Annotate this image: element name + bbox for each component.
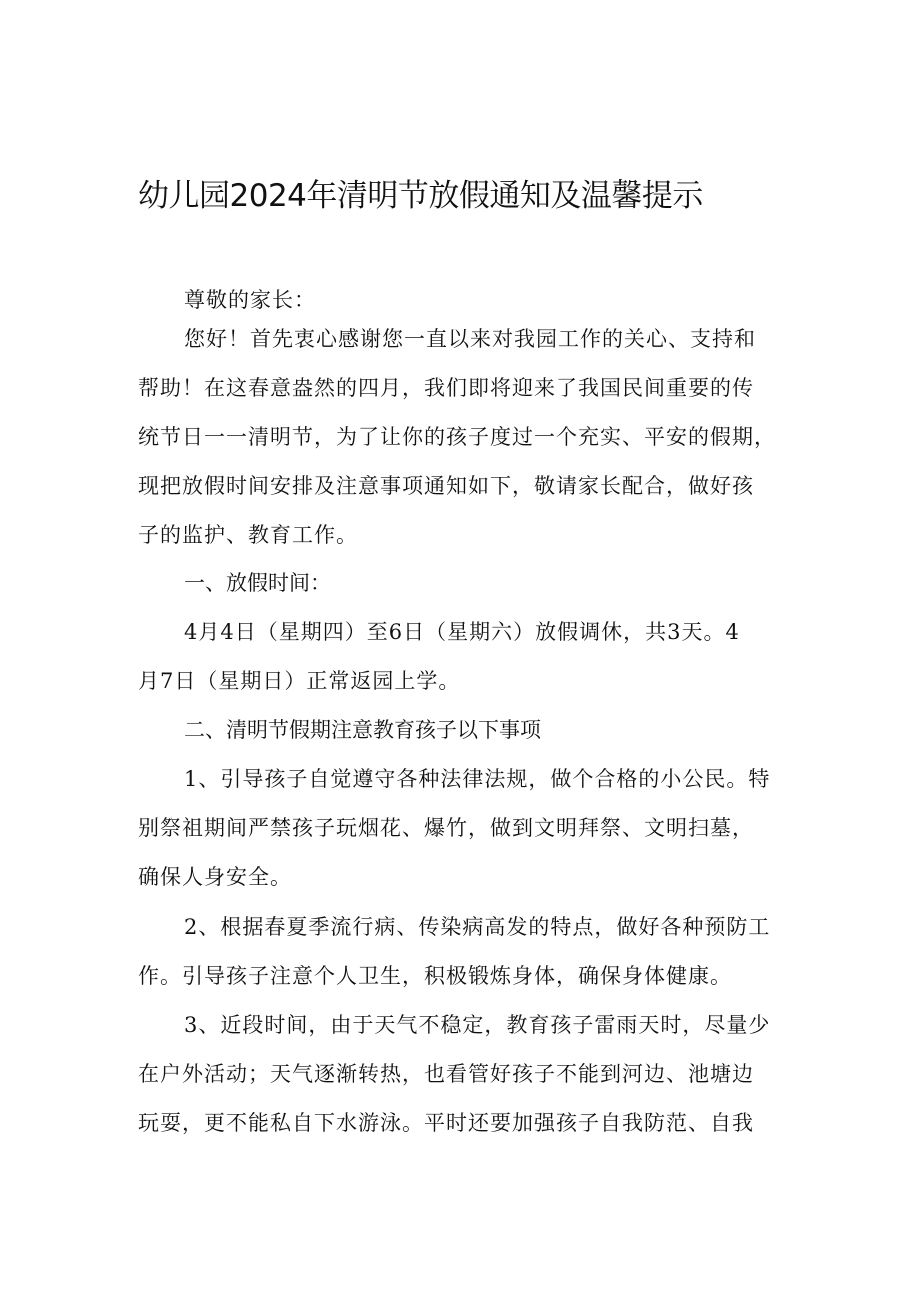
intro-line: 帮助！在这春意盎然的四月，我们即将迎来了我国民间重要的传	[138, 376, 754, 400]
document-title: 幼儿园2024年清明节放假通知及温馨提示	[138, 178, 703, 214]
item-2-paragraph	[138, 903, 793, 1001]
item-3-line: 玩耍，更不能私自下水游泳。平时还要加强孩子自我防范、自我	[138, 1111, 754, 1135]
item-2-line: 2、根据春夏季流行病、传染病高发的特点，做好各种预防工	[184, 915, 771, 939]
item-3-line: 3、近段时间，由于天气不稳定，教育孩子雷雨天时，尽量少	[184, 1013, 771, 1037]
section1-line: 4月4日（星期四）至6日（星期六）放假调休，共3天。4	[184, 620, 740, 644]
intro-line: 子的监护、教育工作。	[138, 523, 358, 547]
item-1-line: 1、引导孩子自觉遵守各种法律法规，做个合格的小公民。特	[184, 767, 771, 791]
item-1-line: 别祭祖期间严禁孩子玩烟花、爆竹，做到文明拜祭、文明扫墓，	[138, 816, 754, 840]
item-1-paragraph	[138, 755, 793, 902]
section-heading-holiday-time: 一、放假时间：	[184, 571, 331, 595]
intro-paragraph	[138, 315, 793, 560]
section-heading-precautions: 二、清明节假期注意教育孩子以下事项	[184, 718, 541, 742]
intro-line: 您好！首先衷心感谢您一直以来对我园工作的关心、支持和	[184, 327, 756, 351]
section1-line: 月7日（星期日）正常返园上学。	[138, 669, 461, 693]
item-1-line: 确保人身安全。	[138, 865, 292, 889]
salutation-text: 尊敬的家长：	[184, 288, 316, 312]
intro-line: 现把放假时间安排及注意事项通知如下，敬请家长配合，做好孩	[138, 474, 754, 498]
section1-paragraph	[138, 608, 793, 706]
item-3-paragraph	[138, 1001, 793, 1148]
item-2-line: 作。引导孩子注意个人卫生，积极锻炼身体，确保身体健康。	[138, 964, 732, 988]
intro-line: 统节日一一清明节，为了让你的孩子度过一个充实、平安的假期，	[138, 425, 776, 449]
item-3-line: 在户外活动；天气逐渐转热，也看管好孩子不能到河边、池塘边	[138, 1062, 754, 1086]
